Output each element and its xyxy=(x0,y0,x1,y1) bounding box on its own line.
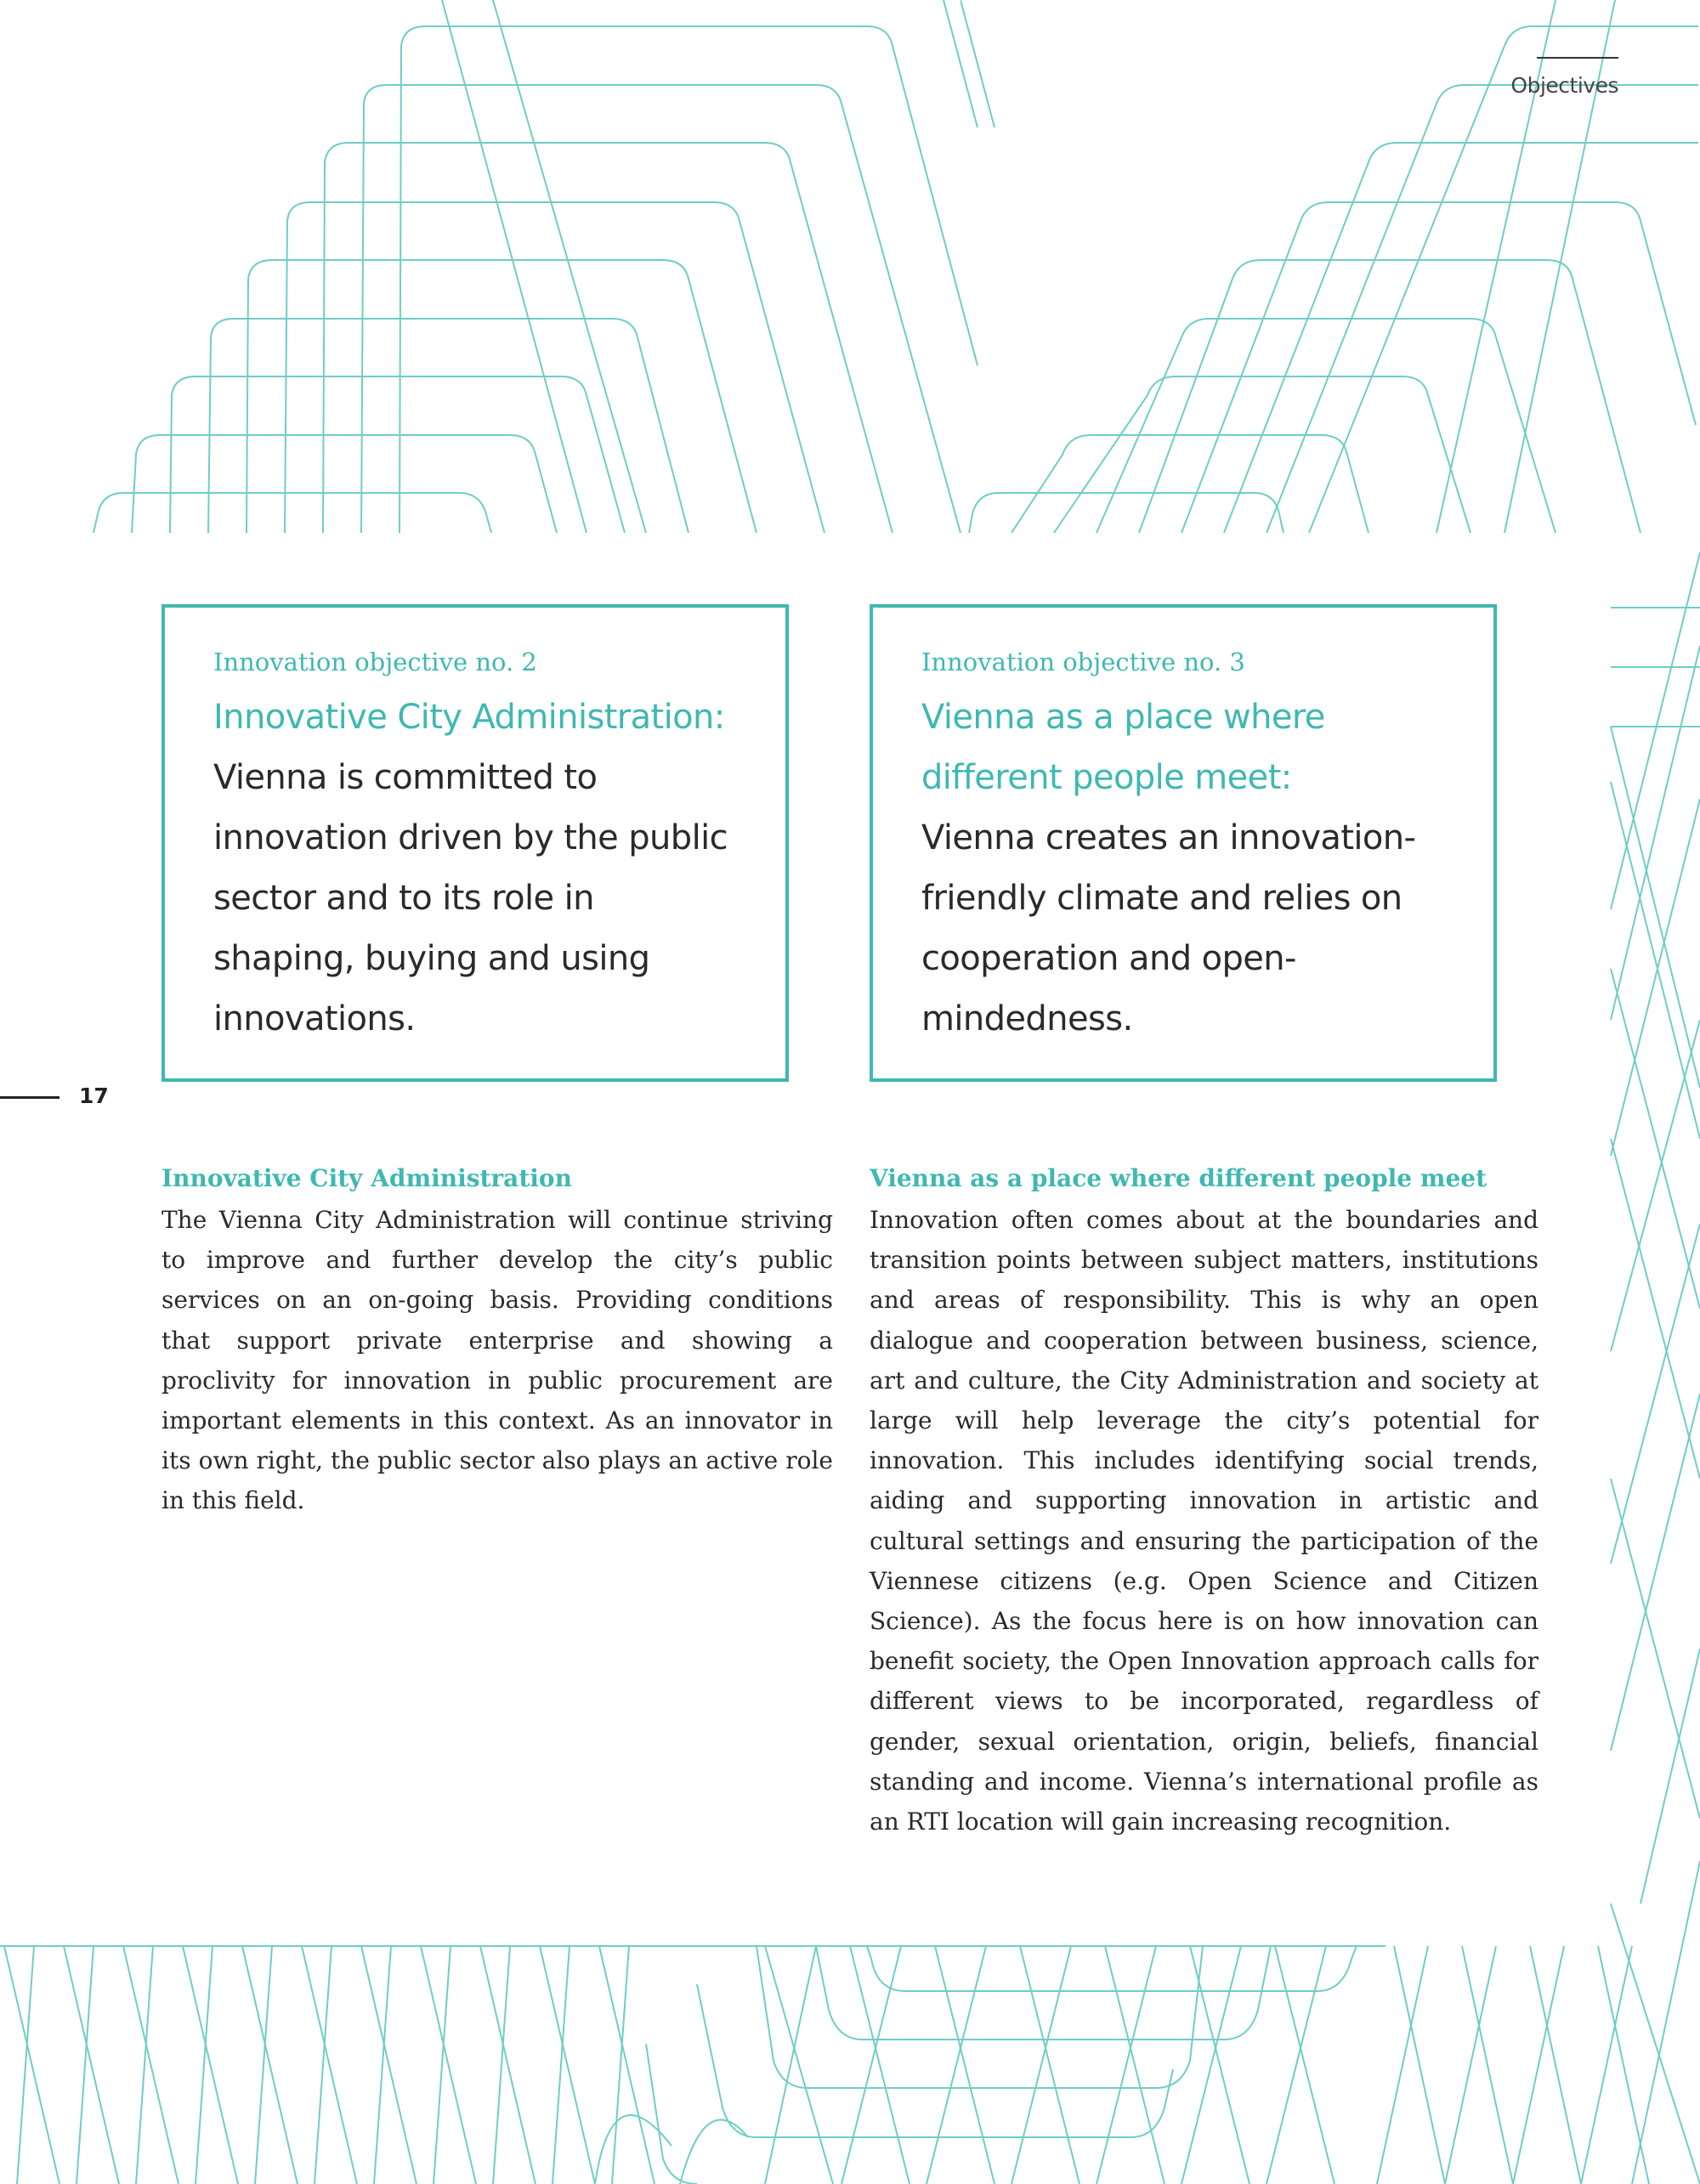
column-heading: Innovative City Administration xyxy=(162,1164,572,1192)
objective-body: Vienna is committed to innovation driven by the public sector and to its role in shaping, buying and using innovations. xyxy=(213,758,728,1038)
decorative-line-art-top-left xyxy=(0,0,986,535)
page-number: 17 xyxy=(79,1084,109,1108)
column-paragraph: Innovation often comes about at the boundaries and transition points between subject matters, institutions and areas of responsibility. This is why an open dialogue and cooperation between business, science, art and culture, the City Administration and society at large will help leverage the city’s potential for innovation. This includes identifying social trends, aiding and supporting innovation in artistic and cultural settings and ensuring the participation of the Viennese citizens (e.g. Open Science and Citizen Science). As the focus here is on how innovation can benefit society, the Open Innovation approach calls for different views to be incorporated, regardless of gender, sexual orientation, origin, beliefs, financial standing and income. Vienna’s international profile as an RTI location will gain increasing recognition. xyxy=(870,1206,1538,1836)
decorative-line-art-right-edge xyxy=(1606,544,1700,2184)
objective-body: Vienna creates an innovation-friendly climate and relies on cooperation and open-mindedness. xyxy=(921,818,1416,1038)
objective-statement xyxy=(213,687,738,1050)
objective-title: Vienna as a place where different people meet: xyxy=(921,698,1325,797)
page-number-rule xyxy=(0,1096,60,1099)
objective-box-3 xyxy=(870,604,1497,1082)
objective-title: Innovative City Administration: xyxy=(213,698,725,737)
objective-kicker: Innovation objective no. 2 xyxy=(213,648,537,676)
objective-box-2 xyxy=(162,604,789,1082)
objective-kicker: Innovation objective no. 3 xyxy=(921,648,1245,676)
objective-statement xyxy=(921,687,1446,1050)
section-label: Objectives xyxy=(1510,73,1618,98)
column-paragraph: The Vienna City Administration will continue striving to improve and further develop the city’s public services on an on-going basis. Providing conditions that support private enterprise and showing a proclivity for innovation in public procurement are important elements in this context. As an innovator in its own right, the public sector also plays an active role in this field. xyxy=(162,1206,833,1515)
text-column-left xyxy=(162,1159,833,1521)
decorative-line-art-bottom xyxy=(0,1942,1700,2184)
column-heading: Vienna as a place where different people meet xyxy=(870,1164,1488,1192)
text-column-right xyxy=(870,1159,1538,1842)
section-label-rule xyxy=(1537,57,1618,59)
